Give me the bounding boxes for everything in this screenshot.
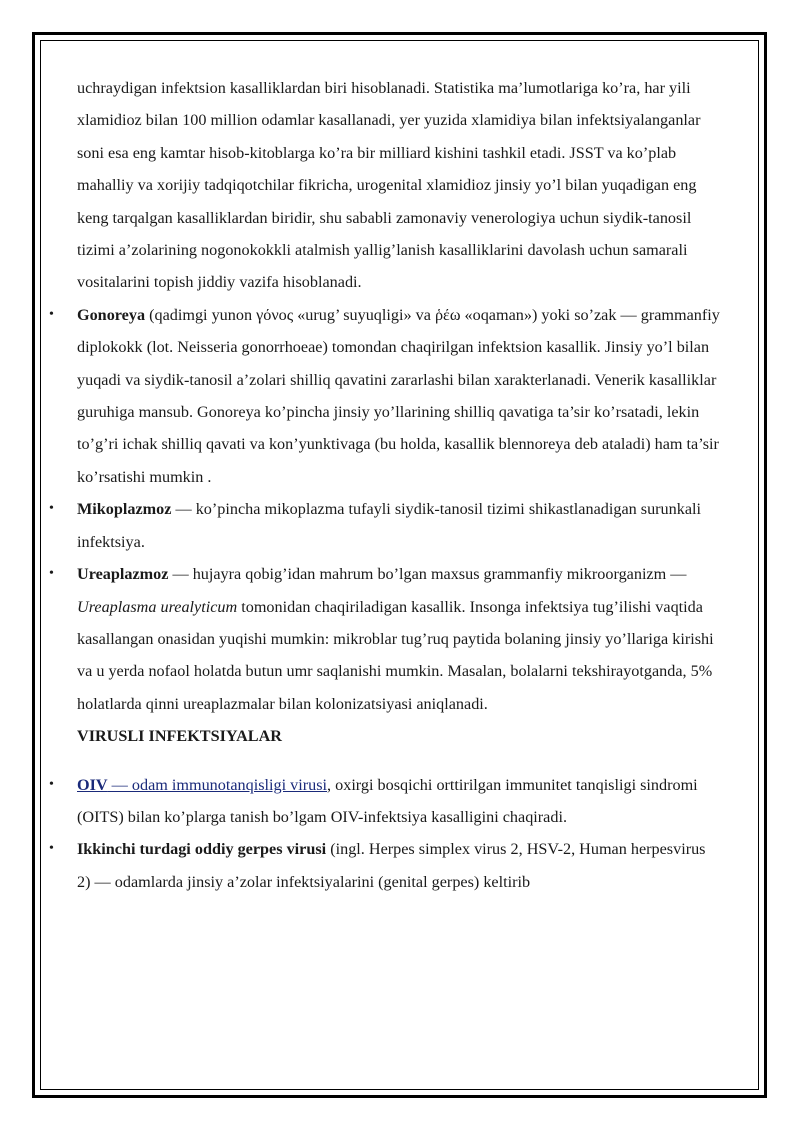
bullet-icon: • xyxy=(49,776,54,792)
bullet-icon: • xyxy=(49,841,54,857)
bullet-icon: • xyxy=(49,566,54,582)
continued-paragraph: uchraydigan infektsion kasalliklardan biri hisoblanadi. Statistika ma’lumotlariga ko’ra, har yili xlamidioz bilan 100 million odamlar kasallanadi, yer yuzida xlamidiya bilan infektsiyalanganlar soni esa eng kamtar hisob-kitoblarga ko’ra bir milliard kishini tashkil etadi. JSST va ko’plab mahalliy va xorijiy tadqiqotchilar fikricha, urogenital xlamidioz jinsiy yo’l bilan yuqadigan eng keng tarqalgan kasalliklardan biridir, shu sababli zamonaviy venerologiya uchun siydik-tanosil tizimi a’zolarining nogonokokkli atalmish yallig’lanish kasalliklarini davolash uchun samarali vositalarini topish jiddiy vazifa hisoblanadi. xyxy=(77,79,701,292)
list-item-gonoreya xyxy=(49,299,722,493)
document-body xyxy=(49,72,722,898)
bullet-icon: • xyxy=(49,501,54,517)
list-item-oiv xyxy=(49,769,722,834)
list-item-mikoplazmoz xyxy=(49,493,722,558)
term-herpes: Ikkinchi turdagi oddiy gerpes virusi xyxy=(77,840,327,859)
list-item-ureaplazmoz xyxy=(49,558,722,720)
term-mikoplazmoz: Mikoplazmoz xyxy=(77,500,172,519)
ureaplazmoz-text-before: — hujayra qobig’idan mahrum bo’lgan maxsus grammanfiy mikroorganizm — xyxy=(168,565,687,584)
list-item-herpes xyxy=(49,833,722,898)
mikoplazmoz-text: — ko’pincha mikoplazma tufayli siydik-tanosil tizimi shikastlanadigan surunkali infektsiya. xyxy=(77,500,702,551)
herpes-text: (ingl. Herpes simplex virus 2, HSV-2, Human herpesvirus 2) — odamlarda jinsiy a’zolar infektsiyalarini (genital gerpes) keltirib xyxy=(77,840,706,891)
ureaplazmoz-text-after: tomonidan chaqiriladigan kasallik. Insonga infektsiya tug’ilishi vaqtida kasallangan onasidan yuqishi mumkin: mikroblar tug’ruq paytida bolaning jinsiy yo’llariga kirishi va u yerda nofaol holatda butun umr saqlanishi mumkin. Masalan, bolalarni tekshirayotganda, 5% holatlarda qinni ureaplazmalar bilan kolonizatsiyasi aniqlanadi. xyxy=(77,597,714,713)
oiv-link-text: — odam immunotanqisligi virusi xyxy=(107,775,328,794)
term-ureaplazmoz: Ureaplazmoz xyxy=(77,565,169,584)
ureaplazmoz-species: Ureaplasma urealyticum xyxy=(77,597,238,616)
term-oiv: OIV xyxy=(77,775,108,794)
oiv-link[interactable] xyxy=(77,776,327,794)
gonoreya-text: (qadimgi yunon γόνος «urug’ suyuqligi» va ῥέω «oqaman») yoki so’zak — grammanfiy diplokokk (lot. Neisseria gonorrhoeae) tomondan chaqirilgan infektsion kasallik. Jinsiy yo’l bilan yuqadi va siydik-tanosil a’zolari shilliq qavatini zararlashi bilan xarakterlanadi. Venerik kasalliklar guruhiga mansub. Gonoreya ko’pincha jinsiy yo’llarining shilliq qavatiga ta’sir ko’rsatadi, lekin to’g’ri ichak shilliq qavati va kon’yunktivaga (bu holda, kasallik blennoreya deb ataladi) ham ta’sir ko’rsatishi mumkin . xyxy=(77,305,720,486)
section-heading-viral: VIRUSLI INFEKTSIYALAR xyxy=(77,727,282,746)
oiv-text: , oxirgi bosqichi orttirilgan immunitet tanqisligi sindromi (OITS) bilan ko’plarga tanish bo’lgam OIV-infektsiya kasalligini chaqiradi. xyxy=(77,775,698,826)
term-gonoreya: Gonoreya xyxy=(77,305,146,324)
bullet-icon: • xyxy=(49,306,54,322)
